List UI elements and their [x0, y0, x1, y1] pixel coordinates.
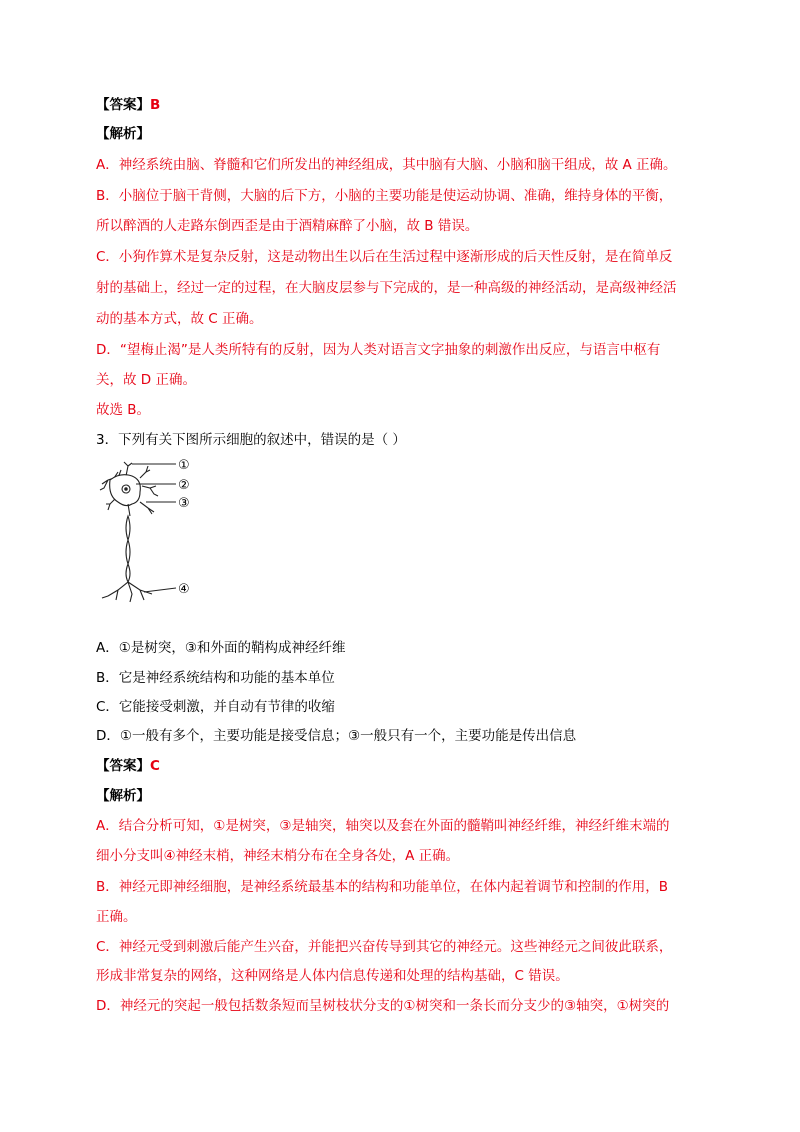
q3-analysis-line: C．神经元受到刺激后能产生兴奋，并能把兴奋传导到其它的神经元。这些神经元之间彼此联系， [96, 939, 673, 955]
q3-stem: 3．下列有关下图所示细胞的叙述中，错误的是（ ） [96, 432, 406, 448]
figure-label-1: ① [178, 458, 190, 473]
figure-label-3: ③ [178, 496, 190, 511]
q3-analysis-line: A．结合分析可知，①是树突，③是轴突，轴突以及套在外面的髓鞘叫神经纤维，神经纤维末端的 [96, 818, 670, 834]
q3-answer [96, 756, 160, 776]
q2-analysis-line: 关，故 D 正确。 [96, 372, 196, 388]
q2-analysis-line: B．小脑位于脑干背侧，大脑的后下方，小脑的主要功能是使运动协调、准确，维持身体的平衡， [96, 188, 673, 204]
q3-option-a: A．①是树突，③和外面的鞘构成神经纤维 [96, 640, 346, 656]
q2-analysis-tag: 【解析】 [96, 126, 150, 142]
q3-analysis-line: B．神经元即神经细胞，是神经系统最基本的结构和功能单位，在体内起着调节和控制的作用，B [96, 879, 669, 895]
neuron-diagram [96, 458, 206, 608]
q3-option-c: C．它能接受刺激，并自动有节律的收缩 [96, 699, 335, 715]
q2-analysis-line: C．小狗作算术是复杂反射，这是动物出生以后在生活过程中逐渐形成的后天性反射，是在简单反 [96, 249, 673, 265]
q2-answer-value: B [150, 97, 161, 113]
q2-analysis-line: 射的基础上，经过一定的过程，在大脑皮层参与下完成的，是一种高级的神经活动，是高级神经活 [96, 280, 677, 296]
q2-answer-tag: 【答案】 [96, 97, 150, 113]
q2-conclusion: 故选 B。 [96, 402, 151, 418]
q2-analysis-line: A．神经系统由脑、脊髓和它们所发出的神经组成，其中脑有大脑、小脑和脑干组成，故 A 正确。 [96, 157, 677, 173]
q2-analysis-line: D．“望梅止渴”是人类所特有的反射，因为人类对语言文字抽象的刺激作出反应，与语言中枢有 [96, 342, 661, 358]
q3-answer-value: C [150, 758, 160, 774]
q3-analysis-line: 正确。 [96, 909, 137, 925]
neuron-figure [96, 458, 206, 608]
q3-answer-tag: 【答案】 [96, 758, 150, 774]
q3-analysis-line: 细小分支叫④神经末梢，神经末梢分布在全身各处，A 正确。 [96, 848, 460, 864]
figure-label-2: ② [178, 478, 190, 493]
q3-analysis-line: D．神经元的突起一般包括数条短而呈树枝状分支的①树突和一条长而分支少的③轴突，①树突的 [96, 998, 670, 1014]
q2-answer [96, 95, 160, 115]
q2-analysis-line: 所以醉酒的人走路东倒西歪是由于酒精麻醉了小脑，故 B 错误。 [96, 218, 479, 234]
q3-analysis-tag: 【解析】 [96, 788, 150, 804]
q3-option-b: B．它是神经系统结构和功能的基本单位 [96, 670, 335, 686]
q2-analysis-line: 动的基本方式，故 C 正确。 [96, 311, 263, 327]
figure-label-4: ④ [178, 582, 190, 597]
q3-option-d: D．①一般有多个，主要功能是接受信息；③一般只有一个，主要功能是传出信息 [96, 728, 577, 744]
q3-analysis-line: 形成非常复杂的网络，这种网络是人体内信息传递和处理的结构基础，C 错误。 [96, 968, 569, 984]
